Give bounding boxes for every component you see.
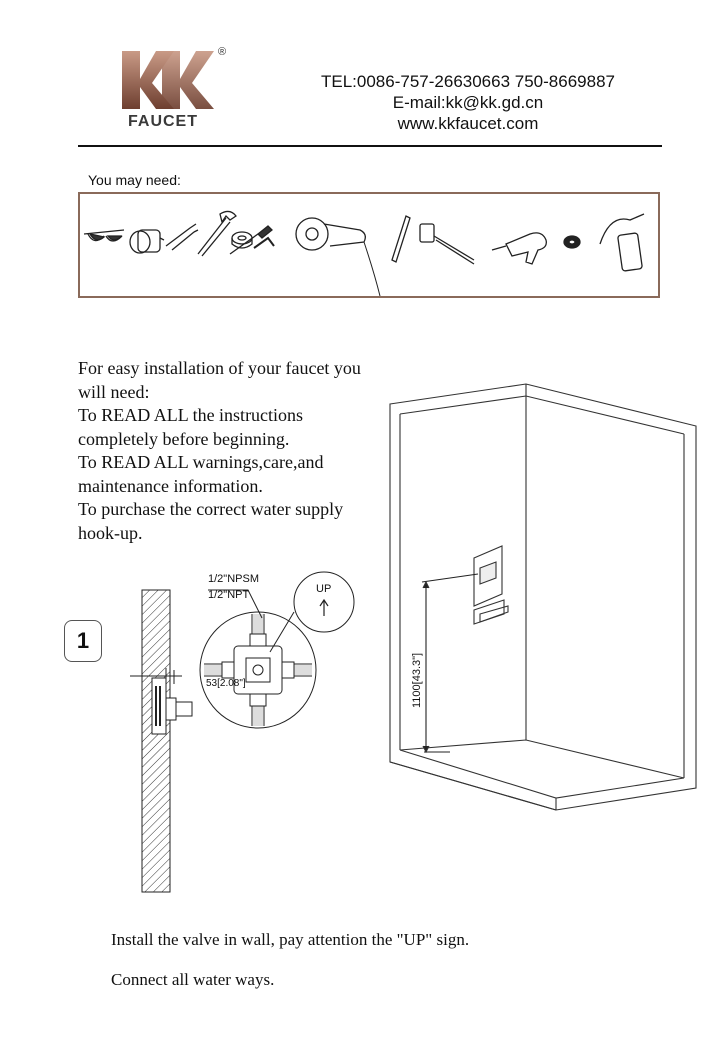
instruction-connect-water: Connect all water ways. (111, 970, 275, 989)
intro-line: For easy installation of your faucet you (78, 358, 361, 378)
tools-strip (80, 194, 658, 296)
height-dimension-label: 1100[43.3"] (411, 652, 423, 708)
chisel-icon (392, 216, 410, 262)
header-divider (78, 145, 662, 147)
intro-line: To READ ALL warnings,care,and (78, 452, 324, 472)
tape-measure-icon (130, 230, 164, 253)
up-sign-label: UP (316, 583, 332, 595)
wall-section (142, 590, 170, 892)
intro-line: will need: (78, 381, 150, 402)
intro-line: To READ ALL the instructions (78, 405, 304, 425)
tape-roll-icon (564, 236, 580, 248)
valve-trim-plate (474, 546, 502, 606)
intro-line: maintenance information. (78, 475, 263, 496)
depth-dimension-label: 53[2.08"] (206, 678, 246, 689)
registered-mark: ® (218, 46, 227, 58)
pliers-icon (166, 224, 198, 250)
thread-npt-label: 1/2"NPT (208, 589, 250, 601)
logo-wordmark: FAUCET (128, 113, 198, 130)
safety-glasses-icon (84, 230, 124, 241)
intro-line: hook-up. (78, 522, 143, 543)
shower-room-diagram (380, 378, 700, 818)
intro-text (78, 357, 398, 545)
adjustable-wrench-icon (198, 211, 236, 256)
intro-line: To purchase the correct water supply (78, 499, 344, 519)
email-text: E-mail:kk@kk.gd.cn (392, 93, 544, 112)
thread-npsm-label: 1/2"NPSM (208, 573, 259, 585)
step-number-badge: 1 (64, 620, 102, 662)
caulk-gun-icon (492, 233, 546, 264)
saw-icon (296, 218, 380, 296)
valve-install-diagram (120, 560, 370, 900)
sealant-icon (600, 214, 644, 271)
website-text: www.kkfaucet.com (397, 114, 539, 133)
hammer-icon (420, 224, 474, 264)
tools-label: You may need: (88, 172, 181, 188)
intro-line: completely before beginning. (78, 428, 290, 449)
hex-key-icon (254, 238, 274, 248)
telephone-text: TEL:0086-757-26630663 750-8669887 (321, 72, 615, 91)
instruction-install-valve: Install the valve in wall, pay attention the "UP" sign. (111, 930, 470, 949)
